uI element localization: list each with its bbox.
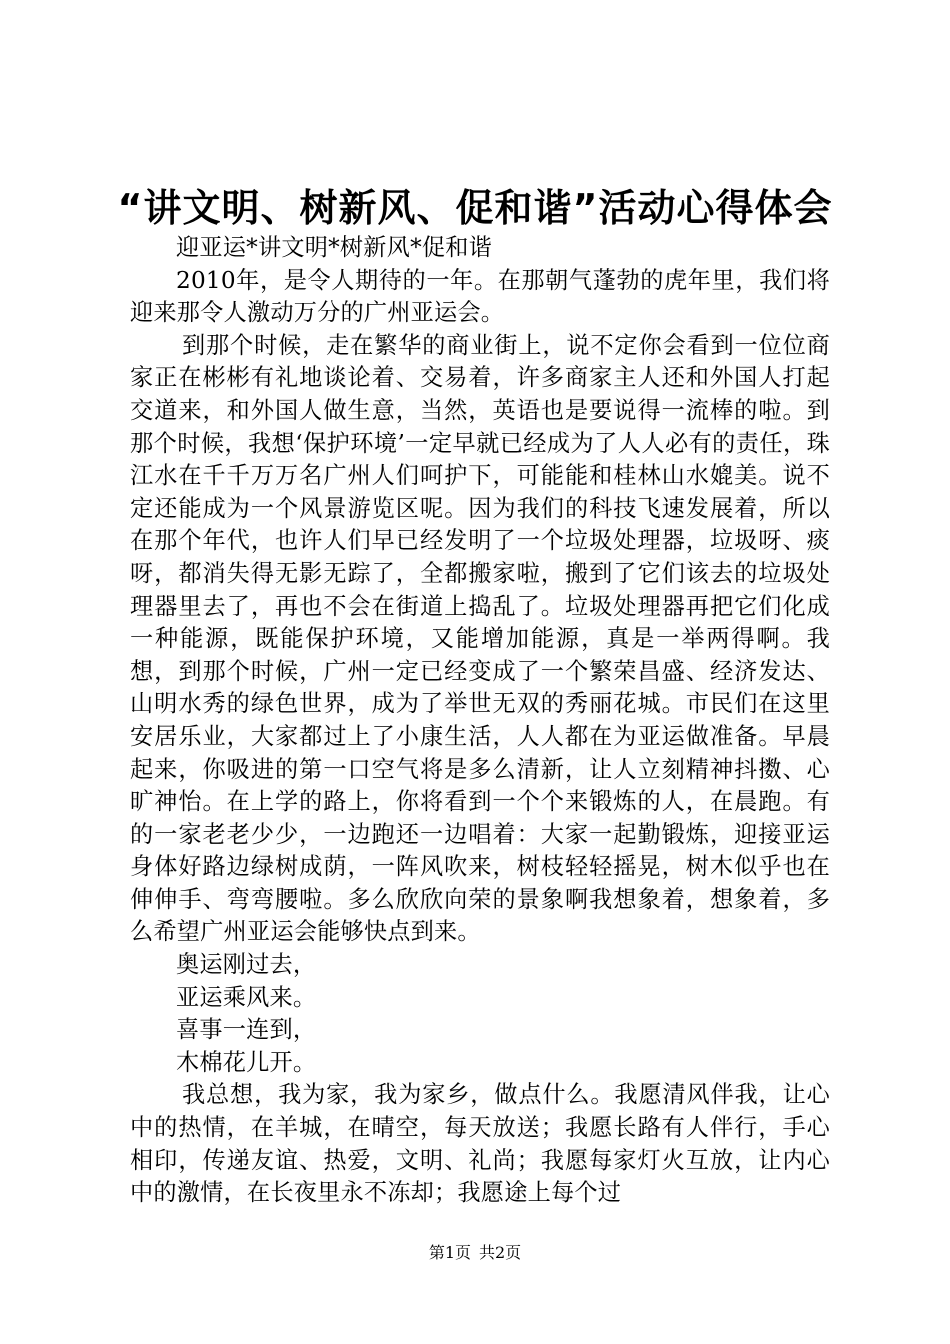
- paragraph: 我总想，我为家，我为家乡，做点什么。我愿清风伴我，让心中的热情，在羊城，在晴空，每天放送；我愿长路有人伴行，手心相印，传递友谊、热爱，文明、礼尚；我愿每家灯火互放，让内心中的激情，在长夜里永不冻却；我愿途上每个过: [130, 1081, 830, 1207]
- poem-line: 奥运刚过去，: [176, 951, 317, 979]
- document-title: “讲文明、树新风、促和谐”活动心得体会: [117, 186, 833, 230]
- page-number: 第1页: [428, 1243, 471, 1262]
- page-footer: [0, 1243, 950, 1263]
- paragraph: 2010年，是令人期待的一年。在那朝气蓬勃的虎年里，我们将迎来那令人激动万分的广州亚运会。: [130, 266, 830, 327]
- document-body: [130, 232, 830, 1210]
- slogan-line: 迎亚运*讲文明*树新风*促和谐: [176, 234, 493, 261]
- page-total: 共2页: [479, 1243, 522, 1262]
- poem-line: 喜事一连到，: [176, 1016, 317, 1044]
- paragraph: 到那个时候，走在繁华的商业街上，说不定你会看到一位位商家正在彬彬有礼地谈论着、交易着，许多商家主人还和外国人打起交道来，和外国人做生意，当然，英语也是要说得一流棒的啦。到那个时候，我想‘保护环境’一定早就已经成为了人人必有的责任，珠江水在千千万万名广州人们呵护下，可能能和桂林山水媲美。说不定还能成为一个风景游览区呢。因为我们的科技飞速发展着，所以在那个年代，也许人们早已经发明了一个垃圾处理器，垃圾呀、痰呀，都消失得无影无踪了，全都搬家啦，搬到了它们该去的垃圾处理器里去了，再也不会在街道上捣乱了。垃圾处理器再把它们化成一种能源，既能保护环境，又能增加能源，真是一举两得啊。我想，到那个时候，广州一定已经变成了一个繁荣昌盛、经济发达、山明水秀的绿色世界，成为了举世无双的秀丽花城。市民们在这里安居乐业，大家都过上了小康生活，人人都在为亚运做准备。早晨起来，你吸进的第一口空气将是多么清新，让人立刻精神抖擞、心旷神怡。在上学的路上，你将看到一个个来锻炼的人，在晨跑。有的一家老老少少，一边跑还一边唱着：大家一起勤锻炼，迎接亚运身体好路边绿树成荫，一阵风吹来，树枝轻轻摇晃，树木似乎也在伸伸手、弯弯腰啦。多么欣欣向荣的景象啊我想象着，想象着，多么希望广州亚运会能够快点到来。: [130, 331, 830, 946]
- poem-line: 木棉花儿开。: [176, 1048, 317, 1076]
- poem-line: 亚运乘风来。: [176, 983, 317, 1011]
